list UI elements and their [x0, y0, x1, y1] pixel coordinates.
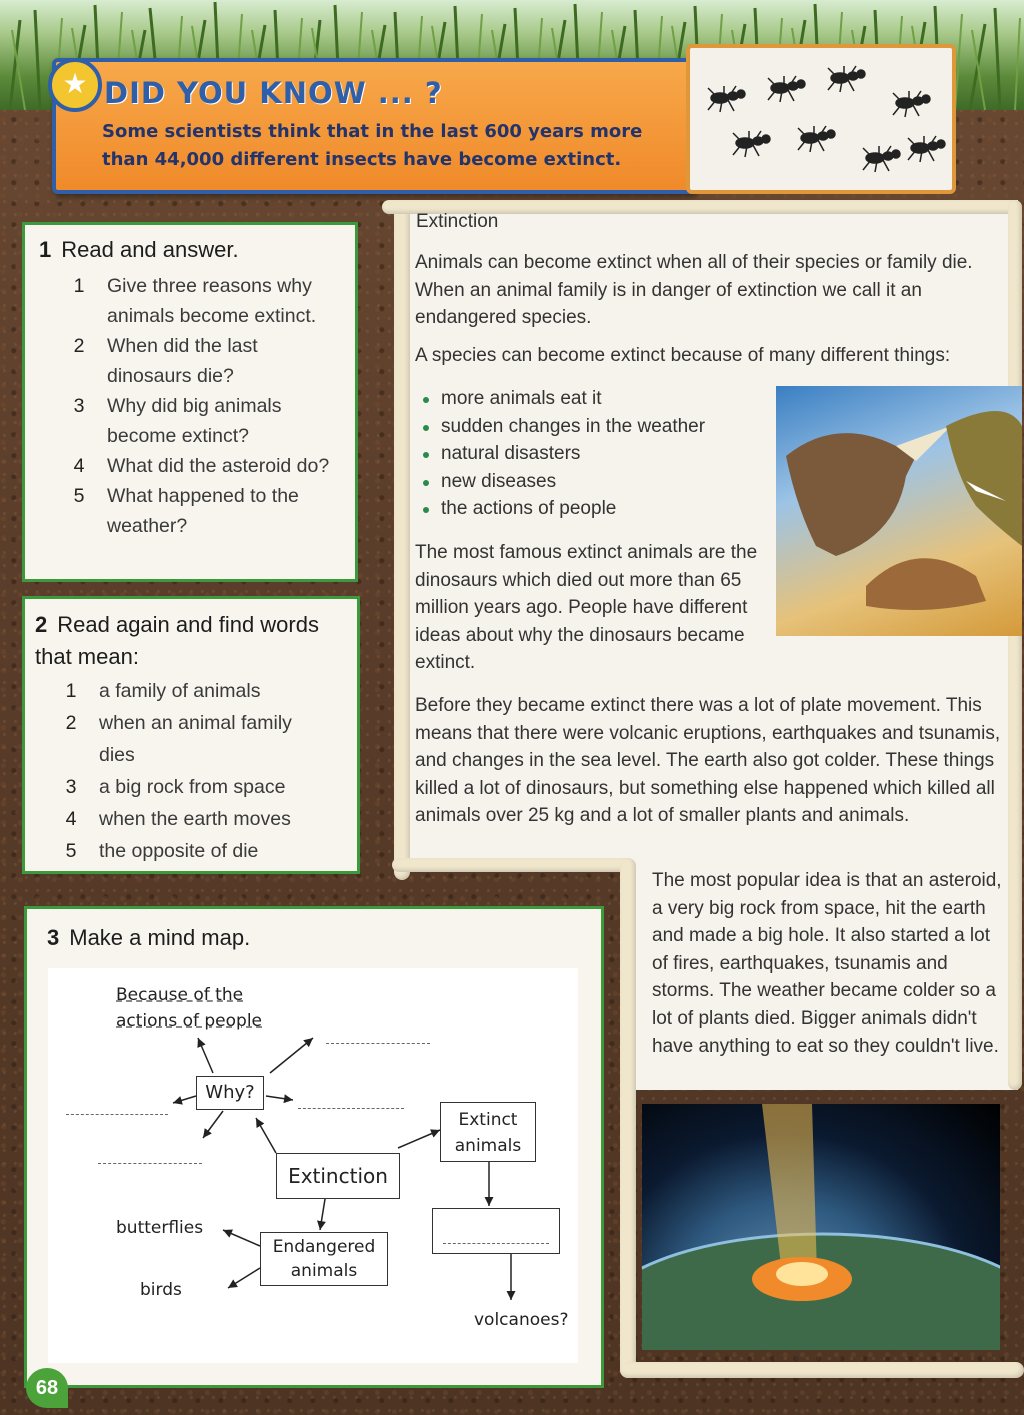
exercise-1-questions: [69, 271, 339, 541]
ants-illustration: [686, 44, 956, 194]
did-you-know-box: [52, 58, 696, 194]
exercise-1-title: 1 Read and answer.: [39, 237, 239, 262]
blank-line: [326, 1043, 430, 1044]
exercise-3-title: 3 Make a mind map.: [47, 925, 251, 950]
did-you-know-title: DID YOU KNOW ... ?: [104, 76, 443, 110]
bone-frame: [620, 1362, 1024, 1378]
dinosaurs-image: [776, 386, 1022, 636]
volcanoes-label: volcanoes?: [474, 1310, 569, 1330]
extinction-box: Extinction: [276, 1153, 400, 1199]
asteroid-image: [642, 1104, 1000, 1350]
article-title: Extinction: [416, 211, 499, 232]
asteroid-illustration: [642, 1104, 1000, 1350]
because-label: Because of the actions of people: [116, 985, 263, 1031]
blank-line: [66, 1114, 168, 1115]
blank-line: [98, 1163, 202, 1164]
word-item: 5 the opposite of die: [65, 840, 259, 862]
birds-label: birds: [140, 1280, 182, 1300]
question-item: 5 What happened to the weather?: [73, 485, 299, 537]
bone-frame: [394, 200, 410, 880]
ants-image: [690, 48, 952, 190]
reasons-list: [421, 385, 705, 523]
word-item: 1 a family of animals: [65, 680, 261, 702]
exercise-2-title: 2 Read again and find words that mean:: [35, 612, 319, 669]
article-paragraph-3: The most famous extinct animals are the dinosaurs which died out more than 65 million years ago. People have different ideas about why the dinosaurs became extinct.: [415, 542, 758, 674]
question-item: 2 When did the last dinosaurs die?: [73, 335, 258, 387]
reason-item: natural disasters: [421, 440, 705, 468]
reason-item: more animals eat it: [421, 385, 705, 413]
butterflies-label: butterflies: [116, 1218, 204, 1238]
reason-item: new diseases: [421, 468, 705, 496]
endangered-animals-box: Endangered animals: [260, 1232, 388, 1286]
bone-frame: [1008, 200, 1022, 1090]
bone-frame: [620, 858, 636, 1378]
article-paragraph-5: The most popular idea is that an asteroid, a very big rock from space, hit the earth and made a big hole. It also started a lot of fires, earthquakes, tsunamis and storms. The weather became colder so a lot of plants died. Bigger animals didn't have anything to eat so they couldn't live.: [652, 870, 1002, 1057]
reason-item: sudden changes in the weather: [421, 413, 705, 441]
why-box: Why?: [196, 1076, 264, 1110]
exercise-1-panel: [22, 222, 358, 582]
blank-line: [443, 1243, 549, 1244]
exercise-2-items: [61, 675, 331, 867]
page-number: 68: [26, 1368, 68, 1408]
word-item: 3 a big rock from space: [65, 776, 286, 798]
word-item: 2 when an animal family dies: [65, 712, 292, 766]
question-item: 1 Give three reasons why animals become extinct.: [73, 275, 317, 327]
blank-answer-box: [432, 1208, 560, 1254]
extinct-animals-box: Extinct animals: [440, 1102, 536, 1162]
article-paragraph-1: Animals can become extinct when all of their species or family die. When an animal family is in danger of extinction we call it an endangered species.: [415, 252, 973, 329]
star-icon: ★: [48, 58, 102, 112]
mind-map: [48, 968, 578, 1363]
question-item: 3 Why did big animals become extinct?: [73, 395, 282, 447]
dinosaurs-illustration: [776, 386, 1022, 636]
question-item: 4 What did the asteroid do?: [73, 455, 330, 477]
exercise-2-panel: [22, 596, 360, 874]
did-you-know-text: Some scientists think that in the last 600 years more than 44,000 different insects have become extinct.: [102, 121, 643, 170]
reason-item: the actions of people: [421, 495, 705, 523]
word-item: 4 when the earth moves: [65, 808, 291, 830]
bone-frame: [392, 858, 632, 872]
blank-line: [298, 1108, 404, 1109]
article-paragraph-2: A species can become extinct because of many different things:: [415, 345, 951, 366]
article-paragraph-4: Before they became extinct there was a lot of plate movement. This means that there were volcanic eruptions, earthquakes and tsunamis, and changes in the sea level. The earth also got colder. These things killed a lot of dinosaurs, but something else happened which killed all animals over 25 kg and a lot of smaller plants and animals.: [415, 695, 1001, 827]
